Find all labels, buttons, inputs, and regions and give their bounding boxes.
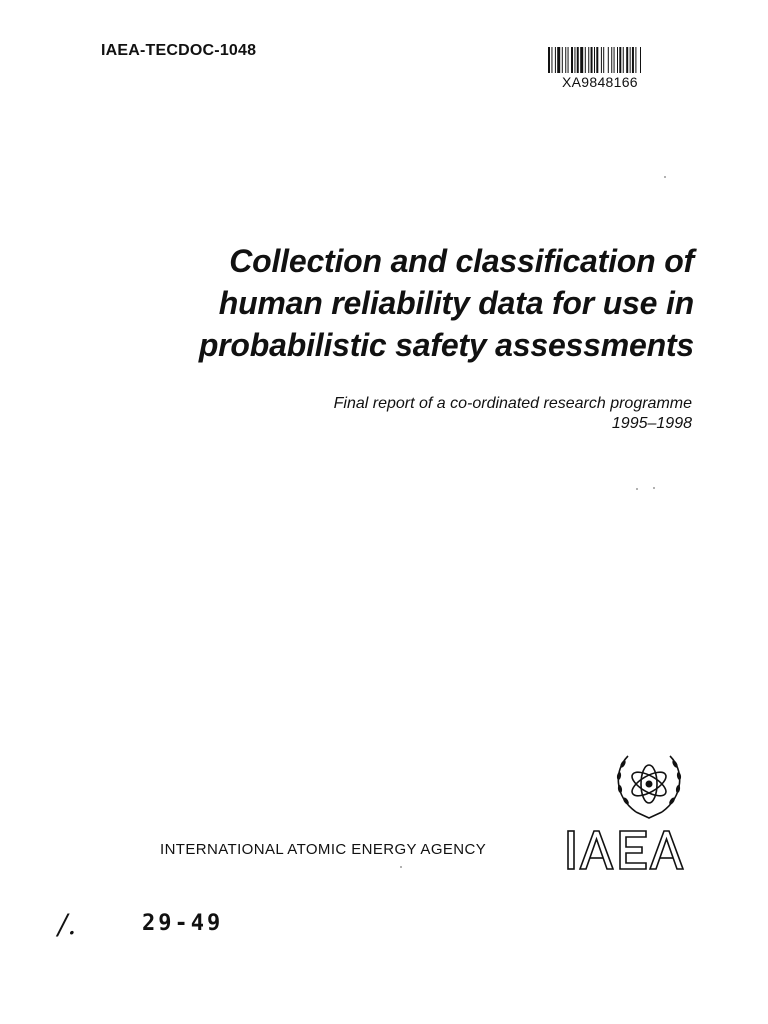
barcode-bar bbox=[588, 47, 589, 73]
report-subtitle bbox=[0, 394, 692, 434]
barcode-bar bbox=[562, 47, 563, 73]
barcode-number: XA9848166 bbox=[562, 74, 638, 90]
barcode bbox=[548, 47, 680, 73]
barcode-bar bbox=[571, 47, 573, 73]
barcode-bar bbox=[603, 47, 604, 73]
barcode-bar bbox=[614, 47, 615, 73]
barcode-bar bbox=[611, 47, 612, 73]
barcode-bar bbox=[635, 47, 636, 73]
barcode-bar bbox=[626, 47, 628, 73]
barcode-bar bbox=[640, 47, 641, 73]
barcode-bar bbox=[608, 47, 609, 73]
barcode-bar bbox=[580, 47, 583, 73]
barcode-bar bbox=[630, 47, 631, 73]
barcode-bar bbox=[623, 47, 624, 73]
scan-speck bbox=[636, 488, 638, 490]
barcode-bar bbox=[596, 47, 598, 73]
agency-name: INTERNATIONAL ATOMIC ENERGY AGENCY bbox=[160, 841, 487, 858]
barcode-bar bbox=[632, 47, 634, 73]
title-line-1: Collection and classification of bbox=[229, 243, 694, 279]
barcode-bar bbox=[574, 47, 575, 73]
document-number: IAEA-TECDOC-1048 bbox=[101, 42, 257, 59]
scan-speck bbox=[400, 866, 402, 868]
stamped-number: 29-49 bbox=[142, 911, 224, 936]
subtitle-line-1: Final report of a co-ordinated research programme bbox=[333, 395, 692, 412]
barcode-bar bbox=[555, 47, 556, 73]
barcode-bar bbox=[568, 47, 569, 73]
iaea-logo bbox=[566, 828, 694, 872]
scan-speck bbox=[653, 487, 655, 489]
barcode-bar bbox=[619, 47, 621, 73]
title-line-2: human reliability data for use in bbox=[218, 285, 694, 321]
barcode-bar bbox=[557, 47, 560, 73]
barcode-bar bbox=[585, 47, 586, 73]
un-emblem-icon bbox=[606, 746, 692, 822]
barcode-bar bbox=[565, 47, 566, 73]
scan-speck bbox=[664, 176, 666, 178]
barcode-bar bbox=[617, 47, 618, 73]
barcode-bar bbox=[591, 47, 593, 73]
subtitle-years: 1995–1998 bbox=[611, 415, 692, 432]
barcode-bar bbox=[577, 47, 579, 73]
report-title bbox=[0, 240, 694, 366]
barcode-bar bbox=[601, 47, 602, 73]
barcode-bar bbox=[594, 47, 595, 73]
title-line-3: probabilistic safety assessments bbox=[198, 327, 694, 363]
barcode-bar bbox=[551, 47, 552, 73]
handwritten-mark: /. bbox=[58, 908, 77, 941]
barcode-bar bbox=[548, 47, 550, 73]
